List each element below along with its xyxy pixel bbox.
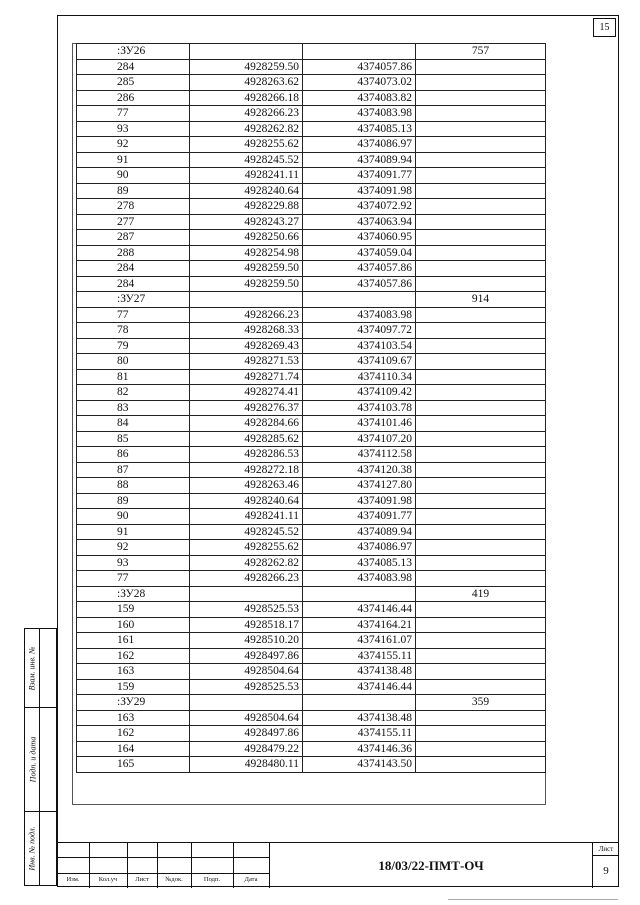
table-row: [77, 540, 546, 556]
point-cell: 285: [77, 75, 190, 91]
point-cell: :ЗУ28: [77, 586, 190, 602]
x-coord-cell: 4928241.11: [190, 509, 303, 525]
point-cell: 92: [77, 540, 190, 556]
x-coord-cell: 4928504.64: [190, 664, 303, 680]
y-coord-cell: [303, 44, 416, 60]
point-cell: 91: [77, 524, 190, 540]
x-coord-cell: 4928274.41: [190, 385, 303, 401]
area-cell: 757: [416, 44, 546, 60]
parcel-header-row: [77, 695, 546, 711]
side-label-replaced-inv: Взам. инв. №: [28, 645, 38, 691]
area-cell: [416, 633, 546, 649]
coordinates-table: [76, 43, 546, 773]
side-label-original-inv: Инв. № подл.: [28, 825, 38, 871]
x-coord-cell: 4928229.88: [190, 199, 303, 215]
table-row: [77, 90, 546, 106]
x-coord-cell: 4928272.18: [190, 462, 303, 478]
y-coord-cell: 4374072.92: [303, 199, 416, 215]
x-coord-cell: [190, 44, 303, 60]
point-cell: 85: [77, 431, 190, 447]
area-cell: [416, 602, 546, 618]
x-coord-cell: 4928240.64: [190, 183, 303, 199]
table-row: [77, 245, 546, 261]
y-coord-cell: 4374086.97: [303, 540, 416, 556]
parcel-header-row: [77, 292, 546, 308]
table-row: [77, 307, 546, 323]
point-cell: 81: [77, 369, 190, 385]
y-coord-cell: [303, 292, 416, 308]
x-coord-cell: 4928262.82: [190, 555, 303, 571]
y-coord-cell: 4374146.36: [303, 741, 416, 757]
table-row: [77, 571, 546, 587]
table-row: [77, 323, 546, 339]
area-cell: 914: [416, 292, 546, 308]
point-cell: 284: [77, 276, 190, 292]
y-coord-cell: 4374091.77: [303, 509, 416, 525]
x-coord-cell: 4928268.33: [190, 323, 303, 339]
col-label-sheet: Лист: [135, 876, 149, 883]
point-cell: 287: [77, 230, 190, 246]
x-coord-cell: 4928276.37: [190, 400, 303, 416]
area-cell: [416, 385, 546, 401]
area-cell: [416, 75, 546, 91]
sheet-label: Лист: [593, 844, 619, 856]
table-row: [77, 431, 546, 447]
table-row: [77, 369, 546, 385]
x-coord-cell: 4928259.50: [190, 261, 303, 277]
table-row: [77, 447, 546, 463]
point-cell: 159: [77, 602, 190, 618]
x-coord-cell: 4928497.86: [190, 648, 303, 664]
x-coord-cell: 4928263.46: [190, 478, 303, 494]
point-cell: 89: [77, 183, 190, 199]
y-coord-cell: 4374057.86: [303, 261, 416, 277]
table-row: [77, 664, 546, 680]
point-cell: 83: [77, 400, 190, 416]
area-cell: [416, 431, 546, 447]
point-cell: 80: [77, 354, 190, 370]
point-cell: 162: [77, 648, 190, 664]
y-coord-cell: 4374164.21: [303, 617, 416, 633]
table-row: [77, 152, 546, 168]
x-coord-cell: 4928243.27: [190, 214, 303, 230]
area-cell: [416, 493, 546, 509]
area-cell: [416, 183, 546, 199]
x-coord-cell: [190, 292, 303, 308]
table-row: [77, 276, 546, 292]
sheet-box: [593, 843, 619, 888]
sheet-number: 9: [603, 865, 609, 877]
table-row: [77, 478, 546, 494]
table-row: [77, 633, 546, 649]
side-label-signature-date: Подп. и дата: [28, 736, 38, 782]
table-row: [77, 710, 546, 726]
area-cell: [416, 478, 546, 494]
area-cell: [416, 540, 546, 556]
point-cell: 163: [77, 710, 190, 726]
point-cell: 288: [77, 245, 190, 261]
y-coord-cell: 4374089.94: [303, 152, 416, 168]
x-coord-cell: [190, 586, 303, 602]
y-coord-cell: 4374109.67: [303, 354, 416, 370]
y-coord-cell: 4374086.97: [303, 137, 416, 153]
point-cell: 77: [77, 307, 190, 323]
point-cell: 90: [77, 168, 190, 184]
table-row: [77, 400, 546, 416]
x-coord-cell: 4928284.66: [190, 416, 303, 432]
table-row: [77, 354, 546, 370]
y-coord-cell: 4374059.04: [303, 245, 416, 261]
parcel-header-row: [77, 586, 546, 602]
table-row: [77, 524, 546, 540]
table-row: [77, 555, 546, 571]
x-coord-cell: 4928525.53: [190, 679, 303, 695]
area-cell: [416, 261, 546, 277]
bottom-rule: [448, 899, 618, 900]
table-row: [77, 168, 546, 184]
area-cell: [416, 741, 546, 757]
area-cell: [416, 106, 546, 122]
point-cell: 86: [77, 447, 190, 463]
area-cell: [416, 416, 546, 432]
area-cell: [416, 648, 546, 664]
table-row: [77, 183, 546, 199]
y-coord-cell: 4374155.11: [303, 726, 416, 742]
x-coord-cell: 4928250.66: [190, 230, 303, 246]
table-row: [77, 757, 546, 773]
area-cell: 359: [416, 695, 546, 711]
table-row: [77, 509, 546, 525]
y-coord-cell: 4374161.07: [303, 633, 416, 649]
table-row: [77, 230, 546, 246]
side-cell-original-inv: [25, 811, 56, 885]
table-row: [77, 462, 546, 478]
y-coord-cell: 4374089.94: [303, 524, 416, 540]
y-coord-cell: 4374091.77: [303, 168, 416, 184]
y-coord-cell: 4374085.13: [303, 121, 416, 137]
area-cell: [416, 199, 546, 215]
x-coord-cell: 4928286.53: [190, 447, 303, 463]
y-coord-cell: 4374112.58: [303, 447, 416, 463]
area-cell: [416, 664, 546, 680]
point-cell: 89: [77, 493, 190, 509]
y-coord-cell: 4374085.13: [303, 555, 416, 571]
x-coord-cell: [190, 695, 303, 711]
table-row: [77, 602, 546, 618]
area-cell: [416, 152, 546, 168]
x-coord-cell: 4928259.50: [190, 59, 303, 75]
x-coord-cell: 4928241.11: [190, 168, 303, 184]
y-coord-cell: 4374143.50: [303, 757, 416, 773]
side-stamp: [24, 628, 57, 886]
col-label-date: Дата: [244, 876, 258, 883]
area-cell: [416, 121, 546, 137]
side-cell-replaced-inv: [25, 629, 56, 708]
x-coord-cell: 4928479.22: [190, 741, 303, 757]
x-coord-cell: 4928497.86: [190, 726, 303, 742]
x-coord-cell: 4928525.53: [190, 602, 303, 618]
y-coord-cell: 4374107.20: [303, 431, 416, 447]
y-coord-cell: [303, 586, 416, 602]
side-cell-signature-date: [25, 707, 56, 812]
area-cell: [416, 307, 546, 323]
table-row: [77, 59, 546, 75]
table-row: [77, 121, 546, 137]
col-label-change: Изм.: [66, 876, 80, 883]
point-cell: 78: [77, 323, 190, 339]
y-coord-cell: 4374120.38: [303, 462, 416, 478]
area-cell: [416, 524, 546, 540]
point-cell: 165: [77, 757, 190, 773]
y-coord-cell: 4374103.78: [303, 400, 416, 416]
area-cell: [416, 726, 546, 742]
table-row: [77, 338, 546, 354]
y-coord-cell: 4374146.44: [303, 602, 416, 618]
area-cell: [416, 276, 546, 292]
area-cell: [416, 400, 546, 416]
title-block: [57, 842, 619, 888]
x-coord-cell: 4928480.11: [190, 757, 303, 773]
area-cell: [416, 447, 546, 463]
x-coord-cell: 4928266.18: [190, 90, 303, 106]
x-coord-cell: 4928259.50: [190, 276, 303, 292]
table-row: [77, 679, 546, 695]
point-cell: 159: [77, 679, 190, 695]
x-coord-cell: 4928504.64: [190, 710, 303, 726]
table-row: [77, 137, 546, 153]
area-cell: [416, 617, 546, 633]
table-row: [77, 385, 546, 401]
x-coord-cell: 4928266.23: [190, 106, 303, 122]
y-coord-cell: 4374073.02: [303, 75, 416, 91]
point-cell: 160: [77, 617, 190, 633]
area-cell: [416, 230, 546, 246]
x-coord-cell: 4928240.64: [190, 493, 303, 509]
col-label-count: Кол.уч: [98, 876, 118, 883]
table-row: [77, 261, 546, 277]
y-coord-cell: 4374097.72: [303, 323, 416, 339]
area-cell: [416, 338, 546, 354]
y-coord-cell: 4374091.98: [303, 183, 416, 199]
point-cell: :ЗУ26: [77, 44, 190, 60]
y-coord-cell: 4374146.44: [303, 679, 416, 695]
area-cell: [416, 245, 546, 261]
table-row: [77, 106, 546, 122]
col-label-signature: Подп.: [203, 876, 221, 883]
area-cell: [416, 323, 546, 339]
point-cell: 82: [77, 385, 190, 401]
point-cell: 77: [77, 106, 190, 122]
x-coord-cell: 4928285.62: [190, 431, 303, 447]
table-row: [77, 214, 546, 230]
area-cell: [416, 168, 546, 184]
point-cell: :ЗУ29: [77, 695, 190, 711]
y-coord-cell: 4374127.80: [303, 478, 416, 494]
point-cell: 77: [77, 571, 190, 587]
y-coord-cell: 4374083.82: [303, 90, 416, 106]
y-coord-cell: 4374138.48: [303, 664, 416, 680]
y-coord-cell: 4374063.94: [303, 214, 416, 230]
x-coord-cell: 4928245.52: [190, 524, 303, 540]
area-cell: [416, 59, 546, 75]
table-row: [77, 726, 546, 742]
table-row: [77, 75, 546, 91]
y-coord-cell: 4374057.86: [303, 59, 416, 75]
x-coord-cell: 4928262.82: [190, 121, 303, 137]
x-coord-cell: 4928518.17: [190, 617, 303, 633]
x-coord-cell: 4928266.23: [190, 307, 303, 323]
parcel-header-row: [77, 44, 546, 60]
y-coord-cell: 4374083.98: [303, 307, 416, 323]
point-cell: :ЗУ27: [77, 292, 190, 308]
document-code: 18/03/22-ПМТ-ОЧ: [269, 843, 593, 888]
area-cell: [416, 710, 546, 726]
y-coord-cell: 4374060.95: [303, 230, 416, 246]
y-coord-cell: 4374155.11: [303, 648, 416, 664]
point-cell: 163: [77, 664, 190, 680]
x-coord-cell: 4928263.62: [190, 75, 303, 91]
x-coord-cell: 4928269.43: [190, 338, 303, 354]
y-coord-cell: 4374091.98: [303, 493, 416, 509]
y-coord-cell: 4374083.98: [303, 571, 416, 587]
x-coord-cell: 4928255.62: [190, 137, 303, 153]
y-coord-cell: 4374083.98: [303, 106, 416, 122]
y-coord-cell: 4374103.54: [303, 338, 416, 354]
area-cell: [416, 757, 546, 773]
y-coord-cell: 4374110.34: [303, 369, 416, 385]
area-cell: [416, 369, 546, 385]
point-cell: 161: [77, 633, 190, 649]
point-cell: 79: [77, 338, 190, 354]
x-coord-cell: 4928266.23: [190, 571, 303, 587]
point-cell: 84: [77, 416, 190, 432]
x-coord-cell: 4928271.53: [190, 354, 303, 370]
table-row: [77, 617, 546, 633]
point-cell: 93: [77, 121, 190, 137]
table-row: [77, 199, 546, 215]
x-coord-cell: 4928254.98: [190, 245, 303, 261]
area-cell: 419: [416, 586, 546, 602]
point-cell: 286: [77, 90, 190, 106]
area-cell: [416, 509, 546, 525]
area-cell: [416, 90, 546, 106]
table-row: [77, 493, 546, 509]
point-cell: 162: [77, 726, 190, 742]
point-cell: 92: [77, 137, 190, 153]
point-cell: 91: [77, 152, 190, 168]
area-cell: [416, 214, 546, 230]
point-cell: 90: [77, 509, 190, 525]
col-label-doc-no: №док.: [165, 876, 183, 883]
y-coord-cell: [303, 695, 416, 711]
area-cell: [416, 137, 546, 153]
x-coord-cell: 4928255.62: [190, 540, 303, 556]
point-cell: 278: [77, 199, 190, 215]
y-coord-cell: 4374101.46: [303, 416, 416, 432]
revision-grid: [57, 843, 269, 888]
page-number: 15: [593, 18, 616, 37]
point-cell: 88: [77, 478, 190, 494]
point-cell: 284: [77, 59, 190, 75]
table-row: [77, 648, 546, 664]
y-coord-cell: 4374109.42: [303, 385, 416, 401]
area-cell: [416, 354, 546, 370]
area-cell: [416, 679, 546, 695]
area-cell: [416, 571, 546, 587]
point-cell: 87: [77, 462, 190, 478]
point-cell: 93: [77, 555, 190, 571]
y-coord-cell: 4374138.48: [303, 710, 416, 726]
point-cell: 277: [77, 214, 190, 230]
y-coord-cell: 4374057.86: [303, 276, 416, 292]
table-row: [77, 741, 546, 757]
area-cell: [416, 555, 546, 571]
x-coord-cell: 4928510.20: [190, 633, 303, 649]
table-row: [77, 416, 546, 432]
x-coord-cell: 4928245.52: [190, 152, 303, 168]
point-cell: 164: [77, 741, 190, 757]
point-cell: 284: [77, 261, 190, 277]
x-coord-cell: 4928271.74: [190, 369, 303, 385]
area-cell: [416, 462, 546, 478]
